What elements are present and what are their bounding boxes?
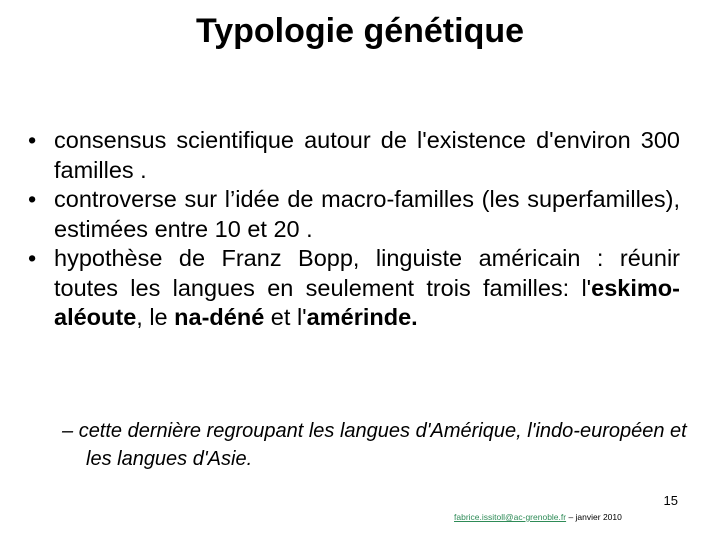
bullet-text-connector: et l' bbox=[264, 304, 307, 330]
bullet-dot: • bbox=[28, 186, 37, 212]
family-eskimo-aleoute: eskimo-aléoute bbox=[54, 274, 680, 330]
bullet-text: controverse sur l’idée de macro-familles (les superfamilles), estimées entre 10 et 20 . bbox=[54, 186, 680, 242]
bullet-item bbox=[28, 244, 680, 333]
bullet-dot: • bbox=[28, 245, 37, 271]
page-number: 15 bbox=[663, 493, 678, 508]
bullet-text-intro: hypothèse de Franz Bopp, linguiste américain : réunir toutes les langues en seulement trois familles: l' bbox=[54, 245, 680, 301]
footer bbox=[454, 512, 622, 522]
bullet-item bbox=[28, 126, 680, 185]
bullet-list bbox=[28, 126, 680, 333]
slide-title: Typologie génétique bbox=[195, 12, 525, 50]
bullet-text: consensus scientifique autour de l'existence d'environ 300 familles . bbox=[54, 127, 680, 183]
footer-date: – janvier 2010 bbox=[566, 512, 622, 522]
sub-bullet bbox=[62, 417, 716, 473]
sub-bullet-text: cette dernière regroupant les langues d'Amérique, l'indo-européen et les langues d'Asie. bbox=[78, 420, 687, 470]
bullet-item bbox=[28, 185, 680, 244]
sub-bullet-dash: – bbox=[62, 420, 74, 442]
family-na-dene: na-déné bbox=[174, 304, 265, 330]
bullet-text-connector: , le bbox=[136, 304, 175, 330]
bullet-dot: • bbox=[28, 127, 37, 153]
family-amerinde: amérinde. bbox=[306, 304, 418, 330]
footer-email-link[interactable]: fabrice.issitoll@ac-grenoble.fr bbox=[454, 512, 567, 522]
